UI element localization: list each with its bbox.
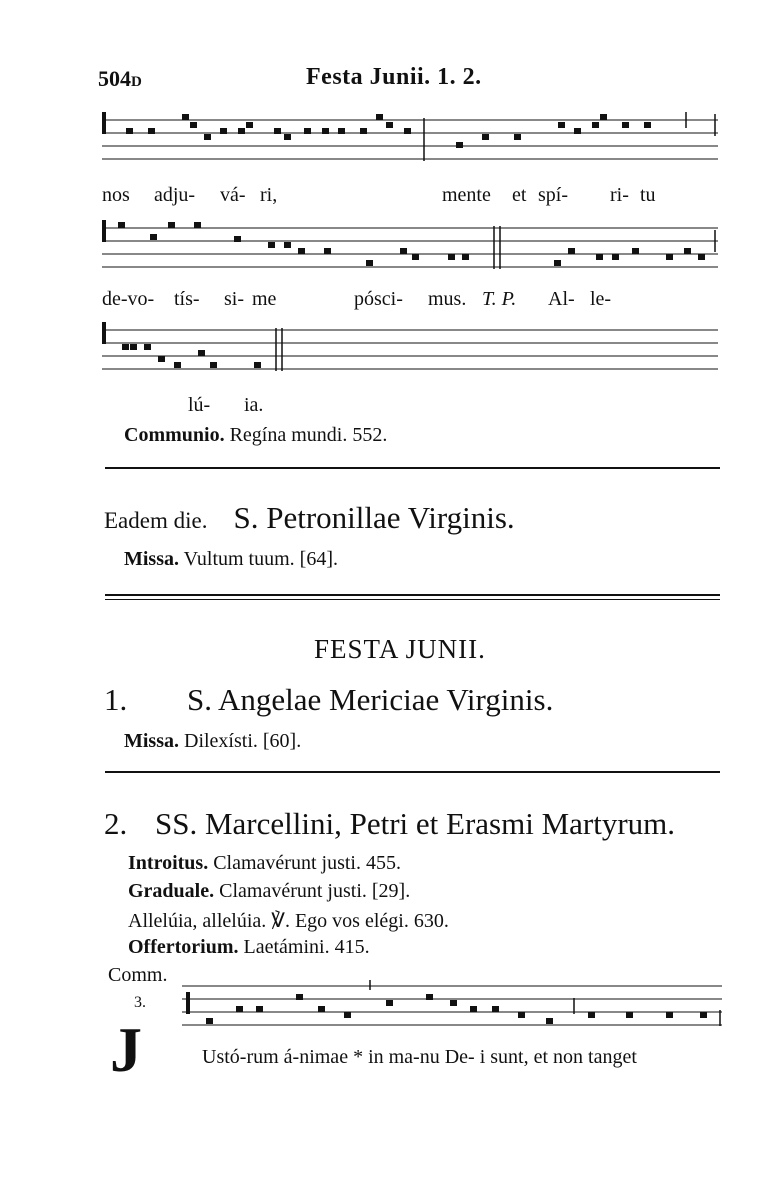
syllable: tu (640, 184, 656, 206)
syllable: lú- (188, 394, 211, 416)
proper-offertorium: Offertorium. Laetámini. 415. (128, 936, 370, 958)
syllable: nos (102, 184, 130, 206)
divider (105, 467, 720, 469)
syllable: me (252, 288, 277, 310)
lyrics-line-3 (102, 394, 402, 420)
petronilla-heading: Eadem die. S. Petronillae Virginis. (104, 500, 515, 535)
lyrics-line-1 (102, 184, 702, 210)
proper-introitus: Introitus. Clamavérunt justi. 455. (128, 852, 401, 874)
syllable: tís- (174, 288, 200, 310)
syllable: mus. (428, 288, 467, 310)
chant-staff-2 (98, 208, 723, 283)
page-number: 504D (98, 66, 142, 91)
comm-mode: 3. (134, 994, 146, 1011)
petronilla-missa: Missa. Vultum tuum. [64]. (124, 548, 338, 570)
proper-alleluia: Allelúia, allelúia. ℣. Ego vos elégi. 630. (128, 910, 449, 932)
angela-missa: Missa. Dilexísti. [60]. (124, 730, 302, 752)
syllable: ia. (244, 394, 264, 416)
syllable: T. P. (482, 288, 517, 310)
running-title: Festa Junii. 1. 2. (306, 64, 482, 90)
syllable: si- (224, 288, 244, 310)
syllable: adju- (154, 184, 196, 206)
communio-reference: Communio. Regína mundi. 552. (124, 424, 388, 446)
section-title: FESTA JUNII. (314, 634, 486, 664)
syllable: et (512, 184, 527, 206)
proper-graduale: Graduale. Clamavérunt justi. [29]. (128, 880, 411, 902)
drop-cap: J (110, 1014, 142, 1085)
lyrics-line-2 (102, 288, 702, 314)
comm-lyrics: Ustó-rum á-nimae * in ma-nu De- i sunt, et non tanget (202, 1046, 637, 1068)
divider (105, 771, 720, 773)
syllable: ri, (260, 184, 278, 206)
chant-staff-1 (98, 106, 723, 176)
syllable: le- (590, 288, 612, 310)
chant-staff-3 (98, 314, 723, 389)
angela-heading: 1. S. Angelae Mericiae Virginis. (104, 682, 554, 717)
syllable: de-vo- (102, 288, 155, 310)
syllable: ri- (610, 184, 629, 206)
comm-label: Comm. (108, 964, 168, 986)
syllable: Al- (548, 288, 575, 310)
syllable: vá- (220, 184, 246, 206)
syllable: pósci- (354, 288, 403, 310)
syllable: mente (442, 184, 491, 206)
divider-double (105, 594, 720, 596)
marcellini-heading: 2. SS. Marcellini, Petri et Erasmi Martyrum. (104, 806, 676, 841)
syllable: spí- (538, 184, 568, 206)
divider-double (105, 599, 720, 600)
chant-staff-comm (180, 974, 725, 1044)
